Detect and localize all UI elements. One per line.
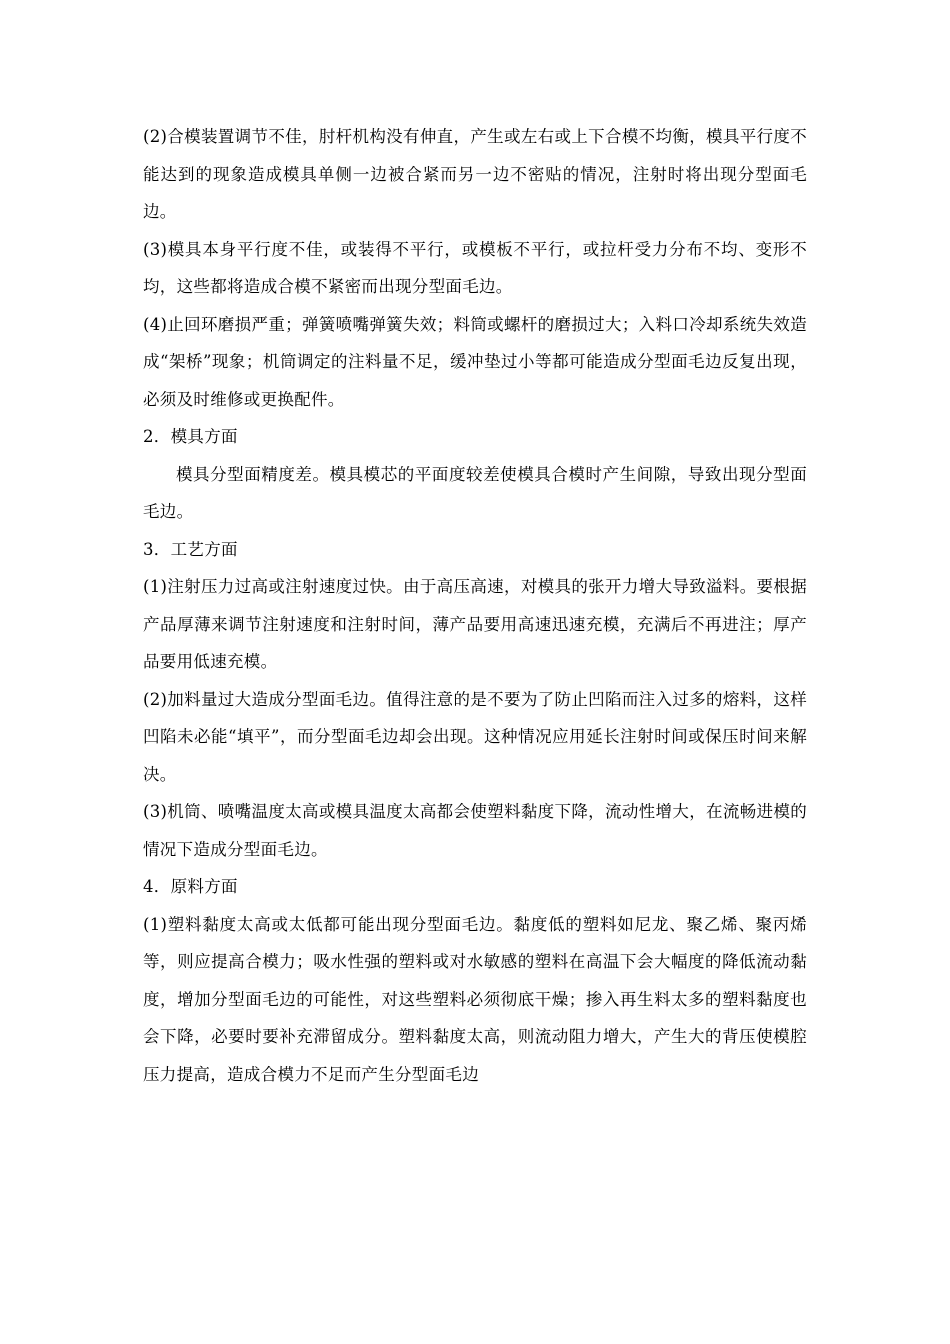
paragraph-parting-precision: 模具分型面精度差。模具模芯的平面度较差使模具合模时产生间隙，导致出现分型面毛边。 <box>143 464 807 521</box>
paragraph-viscosity: (1)塑料黏度太高或太低都可能出现分型面毛边。黏度低的塑料如尼龙、聚乙烯、聚丙烯等，则应提高合模力；吸水性强的塑料或对水敏感的塑料在高温下会大幅度的降低流动黏度，增加分型面毛边的可能性，对这些塑料必须彻底干燥；掺入再生料太多的塑料黏度也会下降，必要时要补充滞留成分。塑料黏度太高，则流动阻力增大，产生大的背压使模腔压力提高，造成合模力不足而产生分型面毛边 <box>143 914 807 1084</box>
section-heading-material: 4．原料方面 <box>143 877 238 896</box>
paragraph-injection-pressure: (1)注射压力过高或注射速度过快。由于高压高速，对模具的张开力增大导致溢料。要根据产品厚薄来调节注射速度和注射时间，薄产品要用高速迅速充模，充满后不再进注；厚产品要用低速充模。 <box>143 577 807 671</box>
paragraph-check-ring-wear: (4)止回环磨损严重；弹簧喷嘴弹簧失效；料筒或螺杆的磨损过大；入料口冷却系统失效造成“架桥”现象；机筒调定的注料量不足，缓冲垫过小等都可能造成分型面毛边反复出现，必须及时维修或更换配件。 <box>143 314 807 409</box>
document-page <box>143 118 807 1093</box>
paragraph-temperature: (3)机筒、喷嘴温度太高或模具温度太高都会使塑料黏度下降，流动性增大，在流畅进模的情况下造成分型面毛边。 <box>143 802 807 859</box>
paragraph-mold-parallelism: (3)模具本身平行度不佳，或装得不平行，或模板不平行，或拉杆受力分布不均、变形不均，这些都将造成合模不紧密而出现分型面毛边。 <box>143 239 807 296</box>
paragraph-feed-amount: (2)加料量过大造成分型面毛边。值得注意的是不要为了防止凹陷而注入过多的熔料，这样凹陷未必能“填平”，而分型面毛边却会出现。这种情况应用延长注射时间或保压时间来解决。 <box>143 689 807 784</box>
paragraph-clamping-adjustment: (2)合模装置调节不佳，肘杆机构没有伸直，产生或左右或上下合模不均衡，模具平行度不能达到的现象造成模具单侧一边被合紧而另一边不密贴的情况，注射时将出现分型面毛边。 <box>143 127 807 221</box>
section-heading-mold: 2．模具方面 <box>143 427 238 446</box>
section-heading-process: 3．工艺方面 <box>143 539 238 559</box>
